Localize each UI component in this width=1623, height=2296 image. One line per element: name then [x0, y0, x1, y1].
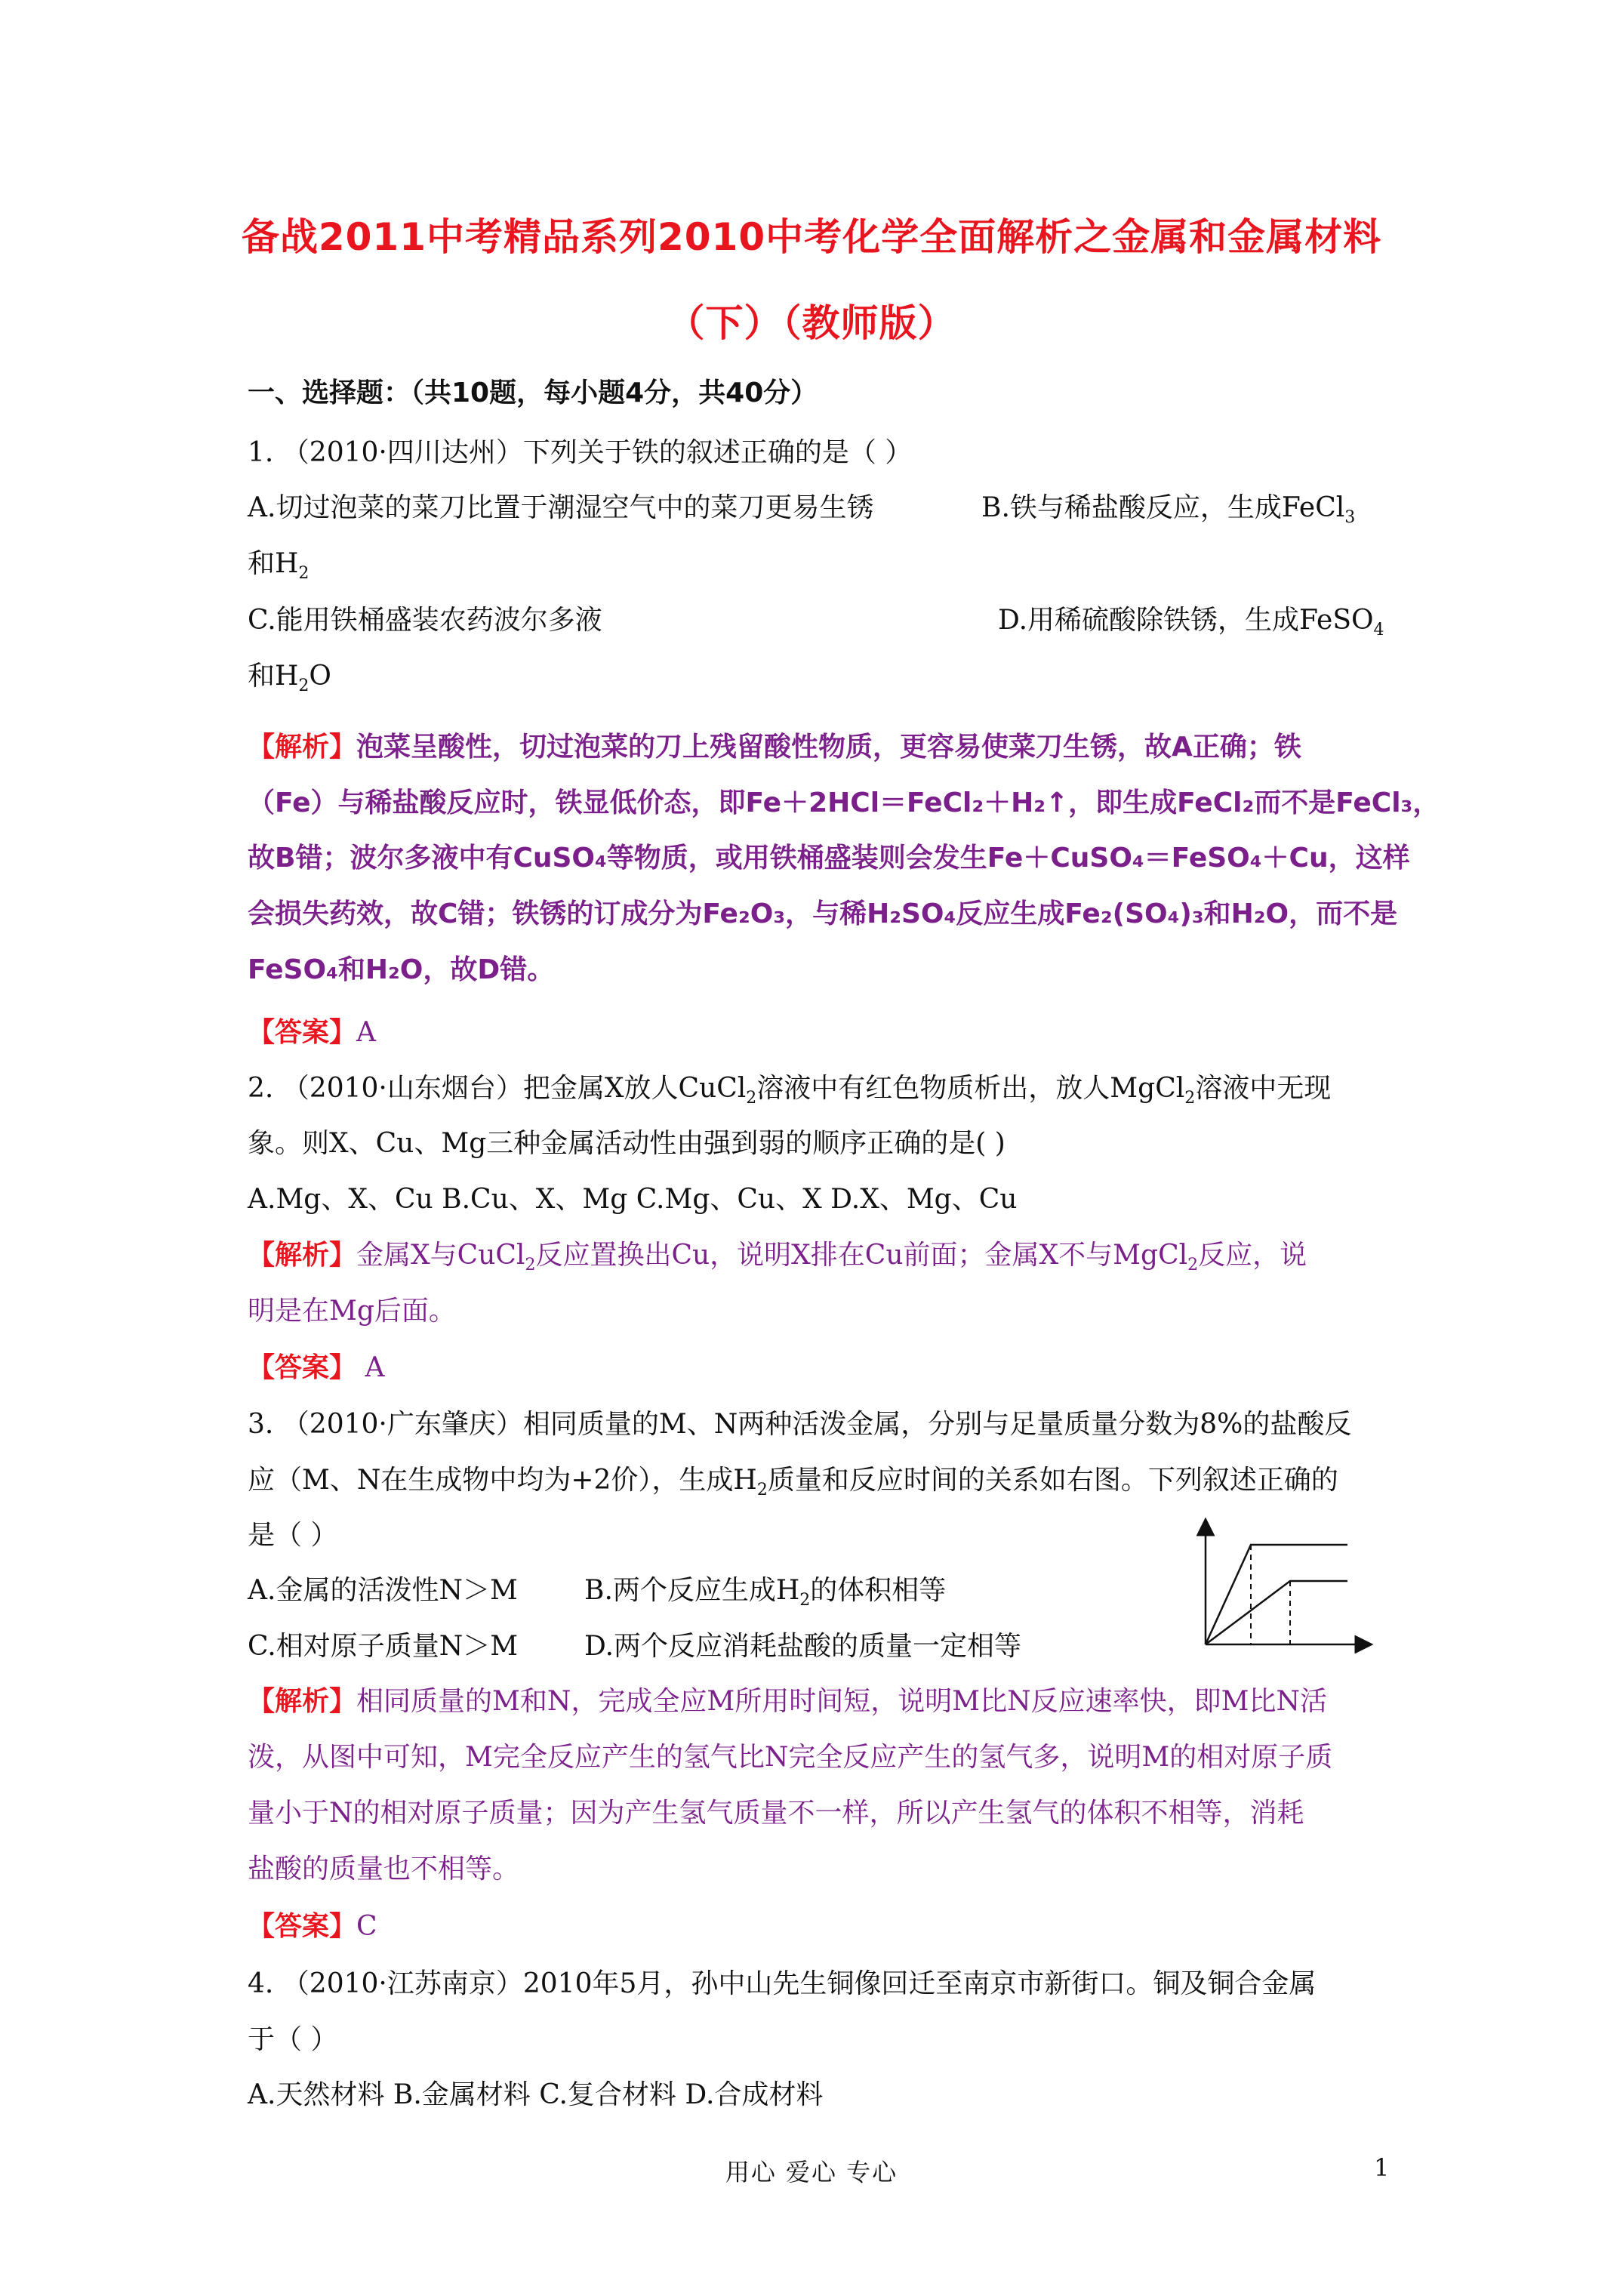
graph-line-n [1206, 1581, 1347, 1644]
q3-option-b: B.两个反应生成$H_2$的体积相等 [584, 1575, 947, 1610]
q2-analysis-line-1: 【解析】金属X与CuCl$_2$反应置换出Cu，说明X排在Cu前面；金属X不与MgCl$_2$反应，说 [248, 1240, 1307, 1275]
q2-stem-line-2: 象。则X、Cu、Mg三种金属活动性由强到弱的顺序正确的是( ) [248, 1128, 1006, 1159]
title-line-1: 备战2011中考精品系列2010中考化学全面解析之金属和金属材料 [241, 215, 1382, 259]
q3-stem-line-1: 3. （2010·广东肇庆）相同质量的M、N两种活泼金属，分别与足量质量分数为8%的盐酸反 [248, 1409, 1352, 1440]
q1-option-c: C.能用铁桶盛装农药波尔多液 [248, 605, 602, 636]
q3-option-a: A.金属的活泼性N＞M [248, 1575, 518, 1606]
q1-option-d: D.用稀硫酸除铁锈，生成FeSO$_4$ [998, 605, 1384, 640]
title-line-2: （下）（教师版） [667, 301, 956, 345]
analysis-tag: 【解析】 [248, 732, 357, 763]
q1-stem: 1. （2010·四川达州）下列关于铁的叙述正确的是（ ） [248, 437, 913, 468]
q3-analysis-line-1: 【解析】相同质量的M和N，完成全应M所用时间短，说明M比N反应速率快，即M比N活 [248, 1686, 1327, 1717]
q1-option-b-cont: 和$H_2$ [248, 548, 310, 584]
q4-stem-line-2: 于（ ） [248, 2024, 338, 2055]
q3-analysis-line-2: 泼，从图中可知，M完全反应产生的氢气比N完全反应产生的氢气多，说明M的相对原子质 [248, 1742, 1333, 1773]
q2-answer: 【答案】 A [248, 1352, 385, 1383]
q2-analysis-line-2: 明是在Mg后面。 [248, 1296, 456, 1327]
q2-stem-line-1: 2. （2010·山东烟台）把金属X放人CuCl$_2$溶液中有红色物质析出，放人MgCl$_2$溶液中无现 [248, 1073, 1332, 1108]
q4-stem-line-1: 4. （2010·江苏南京）2010年5月，孙中山先生铜像回迁至南京市新街口。铜及铜合金属 [248, 1968, 1317, 1999]
q4-options: A.天然材料 B.金属材料 C.复合材料 D.合成材料 [248, 2079, 824, 2110]
section-heading: 一、选择题：（共10题，每小题4分，共40分） [248, 378, 818, 408]
q1-analysis-line-5: FeSO₄和H₂O，故D错。 [248, 954, 555, 985]
q1-analysis-line-1: 【解析】泡菜呈酸性，切过泡菜的刀上残留酸性物质，更容易使菜刀生锈，故A正确；铁 [248, 732, 1301, 763]
q1-answer: 【答案】A [248, 1017, 377, 1048]
q3-analysis-line-4: 盐酸的质量也不相等。 [248, 1854, 520, 1885]
page-number: 1 [1374, 2153, 1390, 2182]
q1-option-a: A.切过泡菜的菜刀比置于潮湿空气中的菜刀更易生锈 [248, 492, 874, 523]
q2-options: A.Mg、X、Cu B.Cu、X、Mg C.Mg、Cu、X D.X、Mg、Cu [248, 1184, 1018, 1215]
q1-analysis-line-2: （Fe）与稀盐酸反应时，铁显低价态，即Fe＋2HCl＝FeCl₂＋H₂↑，即生成FeCl₂而不是FeCl₃， [248, 787, 1440, 818]
q1-option-b: B.铁与稀盐酸反应，生成FeCl$_3$ [981, 492, 1356, 528]
page-footer: 用心 爱心 专心 [725, 2158, 898, 2187]
q1-option-d-cont: 和$H_2O$ [248, 661, 331, 696]
q3-answer: 【答案】C [248, 1911, 377, 1942]
q1-analysis-line-3: 故B错；波尔多液中有CuSO₄等物质，或用铁桶盛装则会发生Fe＋CuSO₄＝FeSO₄＋Cu，这样 [248, 843, 1410, 874]
h2-mass-time-graph [1196, 1510, 1378, 1653]
q3-analysis-line-3: 量小于N的相对原子质量；因为产生氢气质量不一样，所以产生氢气的体积不相等，消耗 [248, 1798, 1304, 1829]
q3-stem-line-3: 是（ ） [248, 1520, 338, 1551]
q3-option-c: C.相对原子质量N＞M [248, 1631, 519, 1662]
q1-analysis-line-4: 会损失药效，故C错；铁锈的订成分为Fe₂O₃，与稀H₂SO₄反应生成Fe₂(SO₄)₃和H₂O，而不是 [248, 898, 1398, 929]
q3-stem-line-2: 应（M、N在生成物中均为+2价），生成$H_2$质量和反应时间的关系如右图。下列叙述正确的 [248, 1465, 1338, 1500]
q3-option-d: D.两个反应消耗盐酸的质量一定相等 [584, 1631, 1022, 1662]
